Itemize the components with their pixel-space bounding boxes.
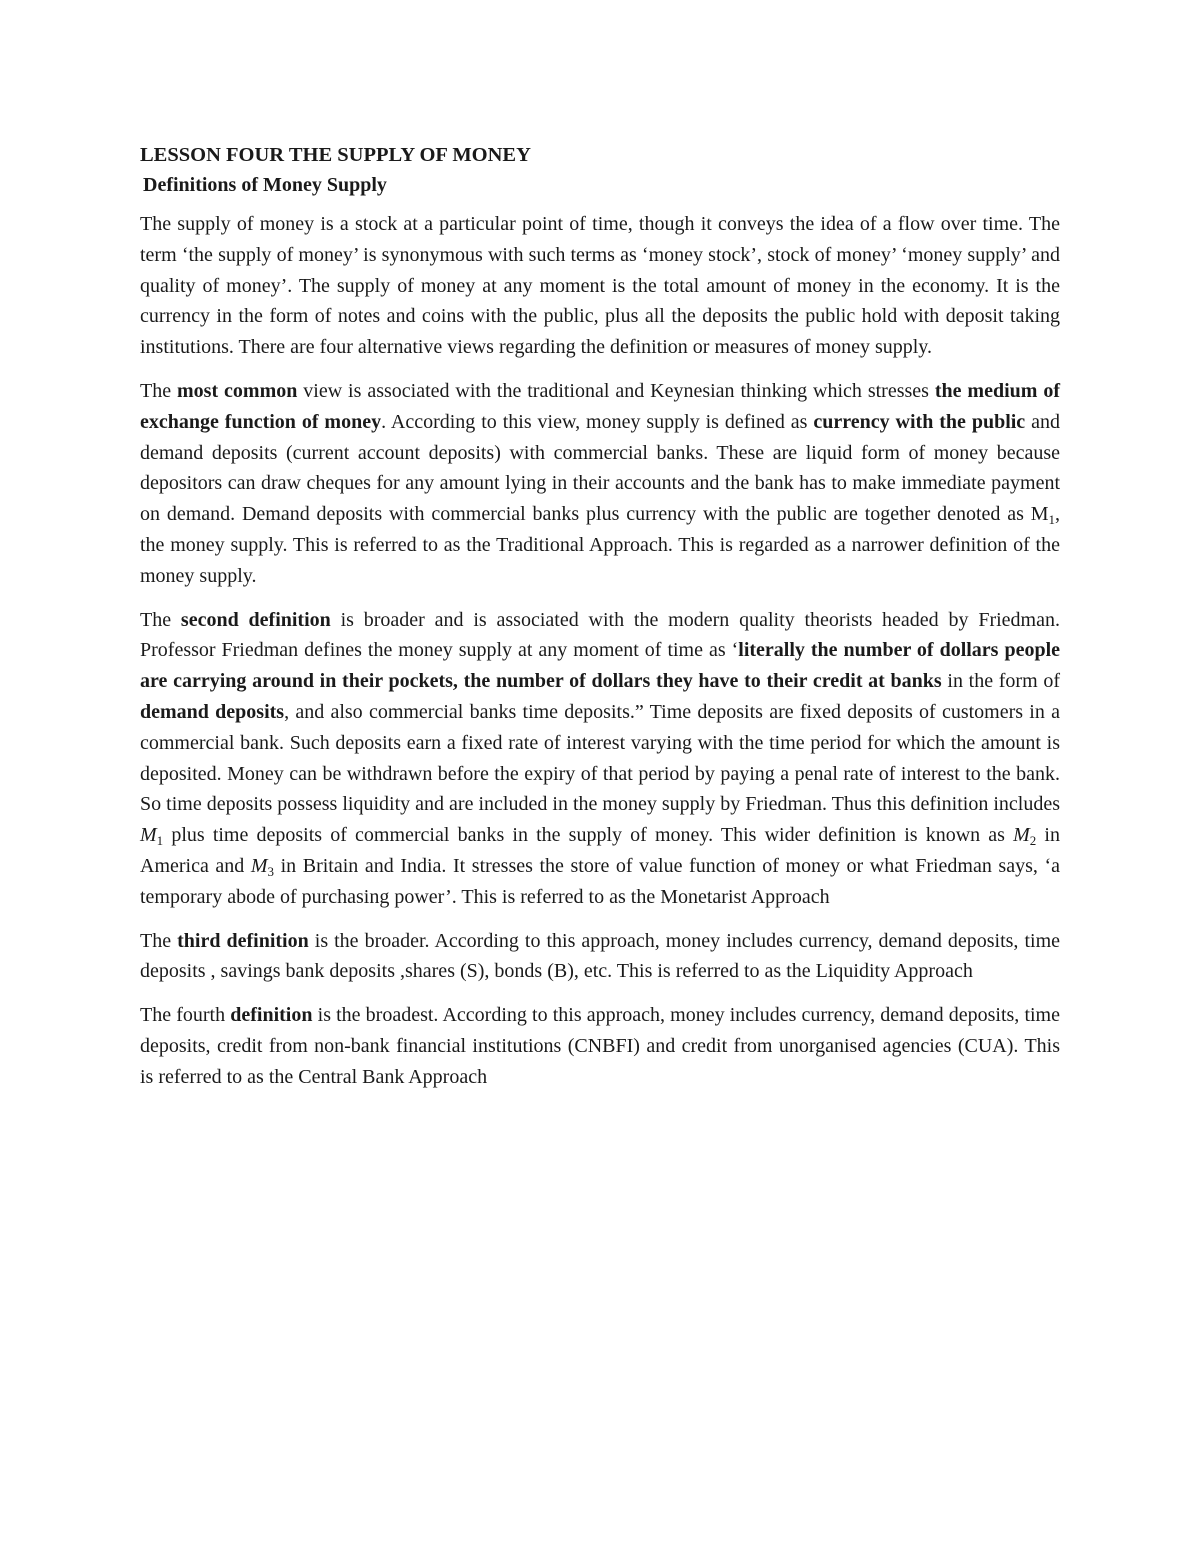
paragraph-liquidity-approach bbox=[140, 926, 1060, 988]
text-run: . According to this view, money supply is defined as bbox=[381, 410, 814, 433]
bold-term-definition: definition bbox=[230, 1004, 313, 1027]
math-m: M bbox=[250, 854, 268, 877]
subscript-1: 1 bbox=[156, 833, 164, 849]
text-run: in America and bbox=[140, 824, 1060, 877]
bold-term-currency-with-public: currency with the public bbox=[813, 410, 1026, 433]
text-run: , and also commercial banks time deposits.” Time deposits are fixed deposits of customers in a commercial bank. Such deposits earn a fixed rate of interest varying with the time period for which the amount is deposited. Money can be withdrawn before the expiry of that period by paying a penal rate of interest to the bank. So time deposits possess liquidity and are included in the money supply by Friedman. Thus this definition includes bbox=[140, 700, 1060, 816]
bold-term-third-definition: third definition bbox=[177, 929, 309, 952]
subscript-3: 3 bbox=[267, 863, 275, 879]
bold-term-most-common: most common bbox=[177, 379, 298, 402]
math-m: M bbox=[140, 824, 157, 847]
text-run: is the broadest. According to this approach, money includes currency, demand deposits, time deposits, credit from non-bank financial institutions (CNBFI) and credit from unorganised agencies (CUA). This is referred to as the Central Bank Approach bbox=[140, 1004, 1060, 1088]
paragraph-intro: The supply of money is a stock at a particular point of time, though it conveys the idea of a flow over time. The term ‘the supply of money’ is synonymous with such terms as ‘money stock’, stock of money’ ‘money supply’ and quality of money’. The supply of money at any moment is the total amount of money in the economy. It is the currency in the form of notes and coins with the public, plus all the deposits the public hold with deposit taking institutions. There are four alternative views regarding the definition or measures of money supply. bbox=[140, 213, 1060, 359]
text-run: The bbox=[140, 379, 178, 402]
text-run: in the form of bbox=[941, 670, 1060, 693]
document-page bbox=[140, 140, 1060, 1106]
subscript-m1: 1 bbox=[1048, 512, 1055, 528]
text-run: is the broader. According to this approach, money includes currency, demand deposits, time deposits , savings bank deposits ,shares (S), bonds (B), etc. This is referred to as the Liquidity Approach bbox=[140, 929, 1061, 983]
text-run: in Britain and India. It stresses the store of value function of money or what Friedman says, ‘a temporary abode of purchasing power’. This is referred to as the Monetarist Approach bbox=[140, 854, 1060, 908]
math-m: M bbox=[1013, 824, 1030, 847]
paragraph-traditional-approach bbox=[140, 376, 1060, 592]
text-run: and demand deposits (current account deposits) with commercial banks. These are liquid form of money because depositors can draw cheques for any amount lying in their accounts and the bank has to make immediate payment on demand. Demand deposits with commercial banks plus currency with the public are together denoted as M bbox=[140, 410, 1060, 526]
text-run: is broader and is associated with the modern quality theorists headed by Friedman. Professor Friedman defines the money supply at any moment of time as ‘ bbox=[140, 608, 1060, 662]
text-run: view is associated with the traditional and Keynesian thinking which stresses bbox=[297, 379, 935, 402]
paragraph-central-bank-approach bbox=[140, 1000, 1060, 1092]
bold-quote-friedman: literally the number of dollars people are carrying around in their pockets, the number of dollars they have to their credit at banks bbox=[140, 639, 1061, 693]
section-subtitle: Definitions of Money Supply bbox=[143, 174, 387, 196]
lesson-title: LESSON FOUR THE SUPPLY OF MONEY bbox=[140, 144, 531, 166]
text-run: plus time deposits of commercial banks in the supply of money. This wider definition is known as bbox=[163, 824, 1014, 847]
bold-term-demand-deposits: demand deposits bbox=[140, 700, 285, 723]
text-run: The fourth bbox=[140, 1004, 231, 1027]
text-run: The bbox=[140, 929, 178, 952]
bold-term-medium-of-exchange: the medium of exchange function of money bbox=[140, 379, 1060, 433]
text-run: , the money supply. This is referred to as the Traditional Approach. This is regarded as a narrower definition of the money supply. bbox=[140, 503, 1060, 587]
paragraph-monetarist-approach bbox=[140, 605, 1060, 913]
subscript-2: 2 bbox=[1029, 833, 1037, 849]
text-run: The bbox=[140, 608, 181, 631]
bold-term-second-definition: second definition bbox=[180, 608, 331, 631]
